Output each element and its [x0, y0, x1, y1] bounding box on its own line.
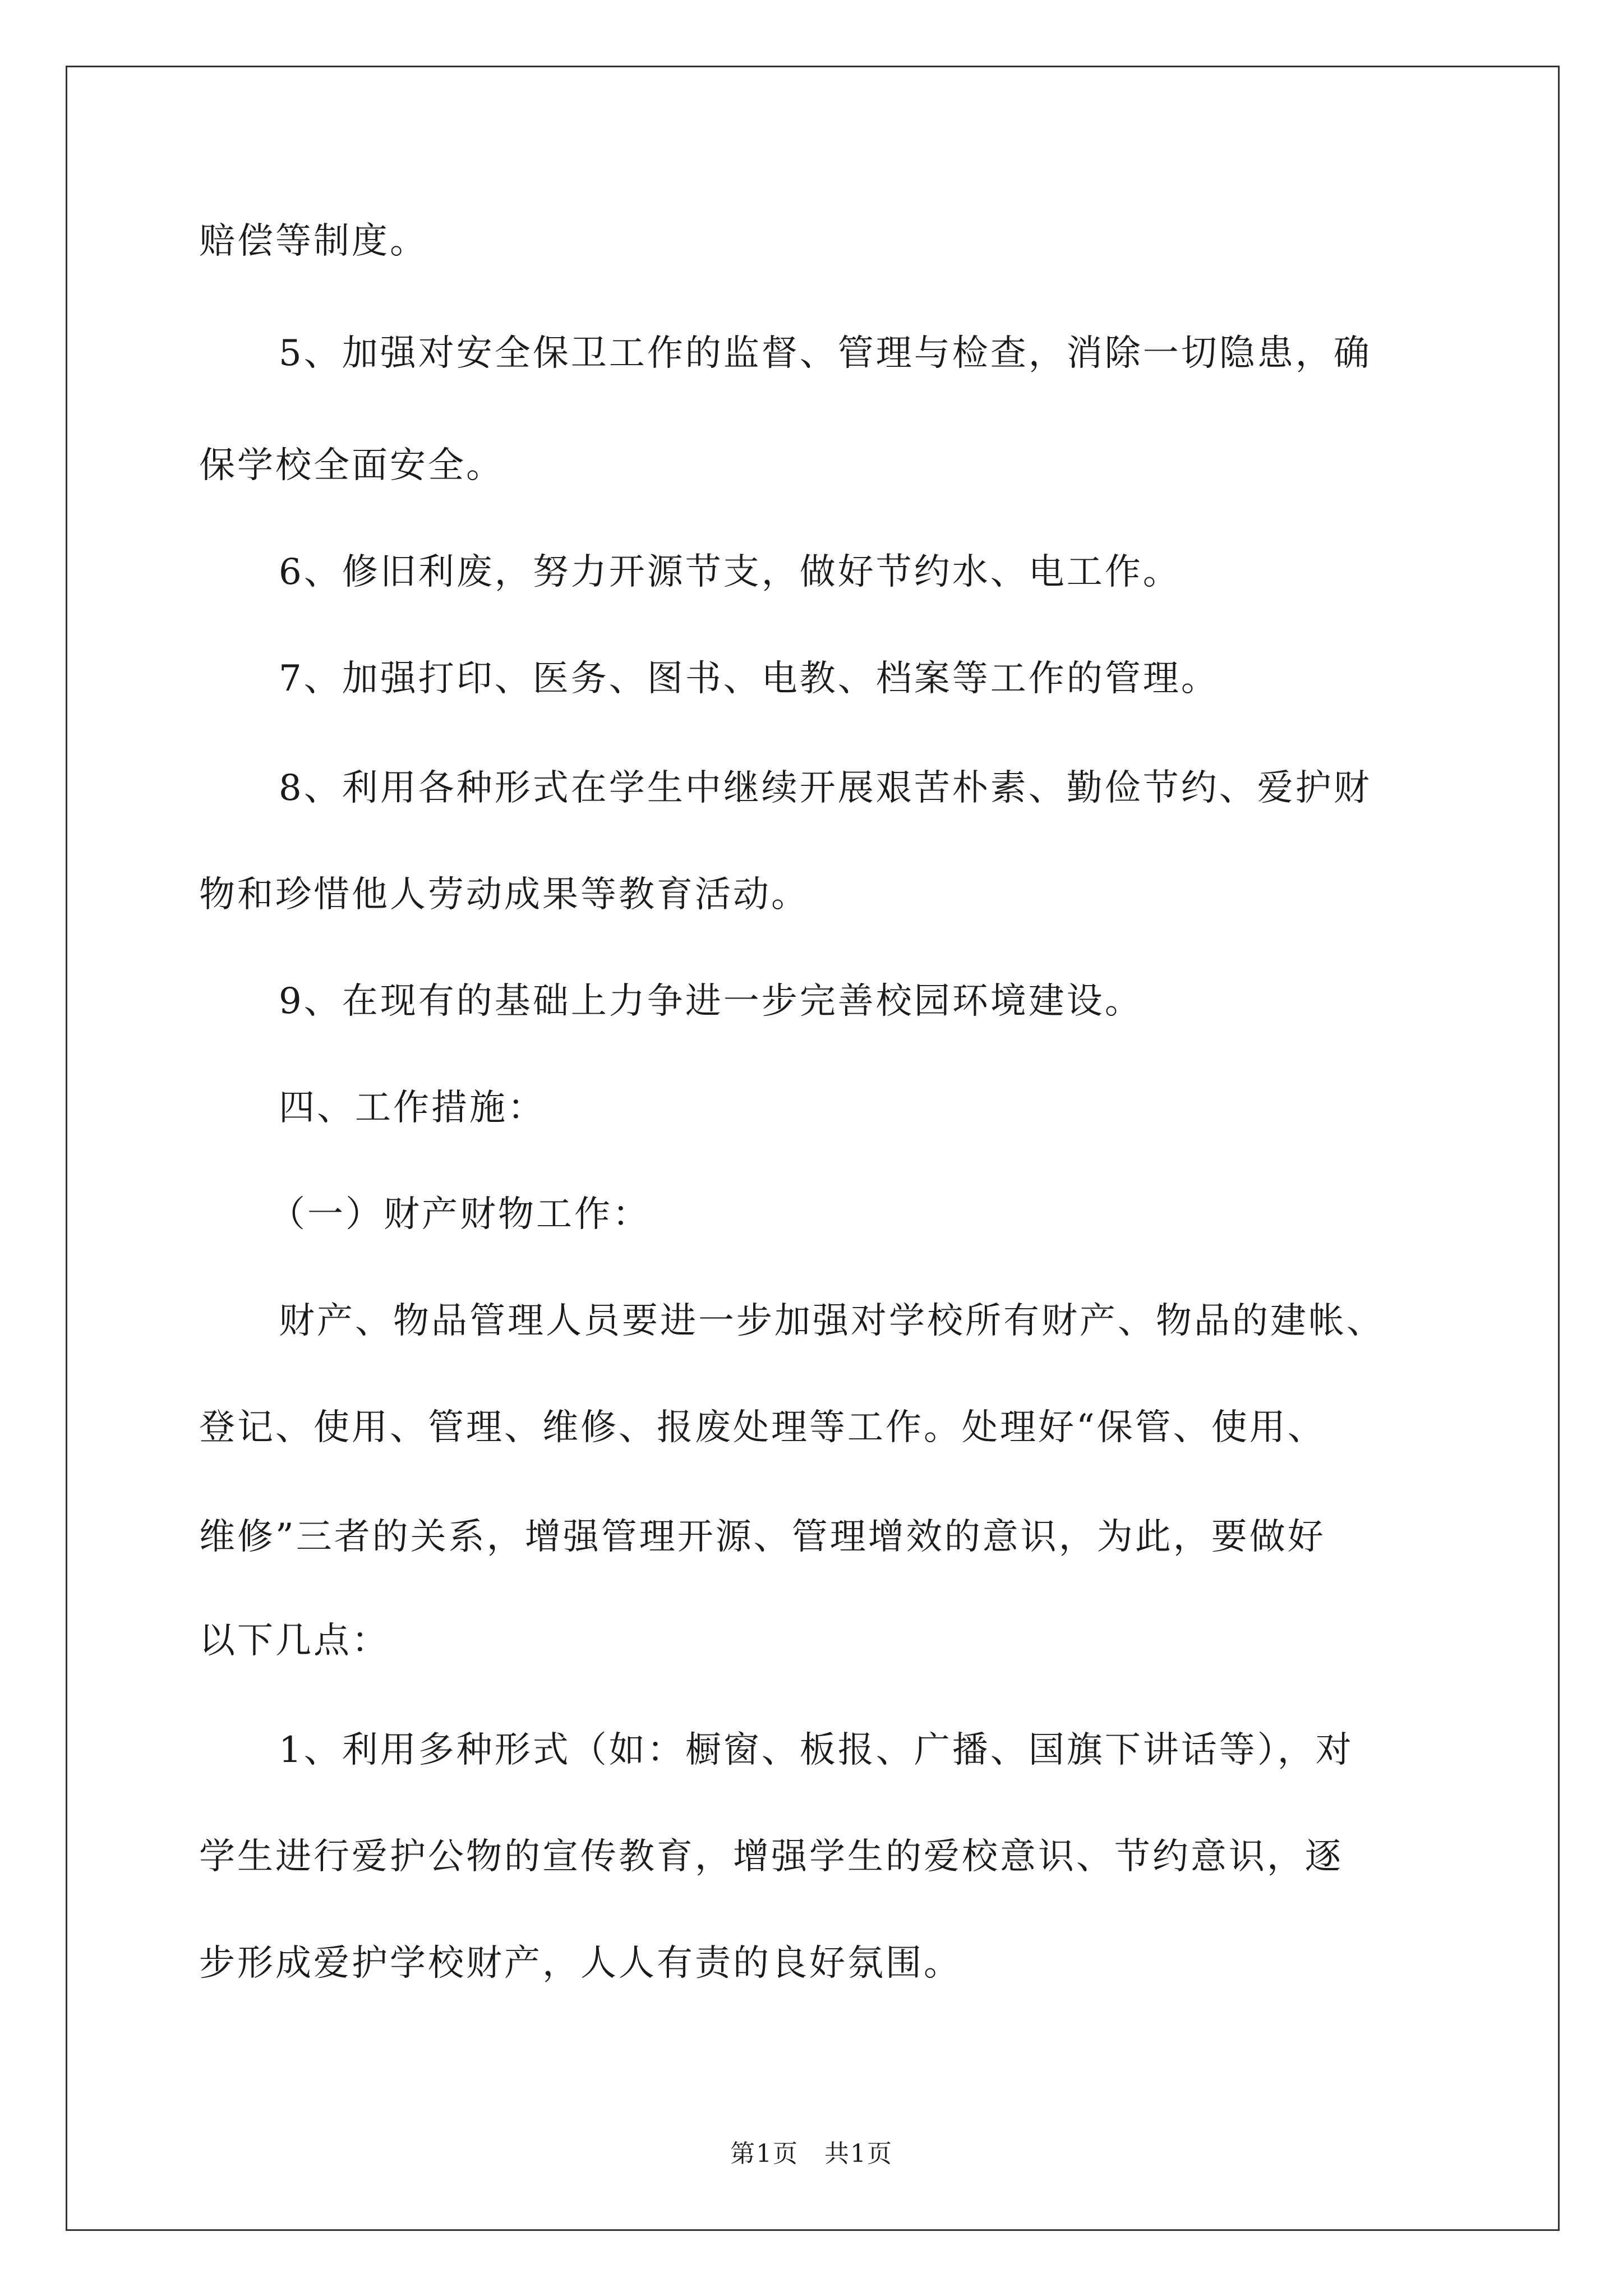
text-line: 1、利用多种形式（如：橱窗、板报、广播、国旗下讲话等），对: [279, 1729, 1354, 1771]
subsection-heading: （一）财产财物工作：: [269, 1194, 651, 1235]
text-line: 8、利用各种形式在学生中继续开展艰苦朴素、勤俭节约、爱护财: [279, 767, 1372, 809]
page-border: [66, 66, 1560, 2231]
text-line: 5、加强对安全保卫工作的监督、管理与检查，消除一切隐患，确: [279, 333, 1372, 374]
text-line: 物和珍惜他人劳动成果等教育活动。: [199, 874, 809, 915]
text-line: 6、修旧利废，努力开源节支，做好节约水、电工作。: [279, 551, 1181, 593]
text-line: 保学校全面安全。: [199, 445, 504, 486]
text-line: 以下几点：: [199, 1620, 390, 1662]
section-heading: 四、工作措施：: [279, 1087, 546, 1129]
text-line: 学生进行爱护公物的宣传教育，增强学生的爱校意识、节约意识，逐: [199, 1836, 1343, 1878]
text-line: 9、在现有的基础上力争进一步完善校园环境建设。: [279, 981, 1143, 1022]
text-line: 财产、物品管理人员要进一步加强对学校所有财产、物品的建帐、: [279, 1300, 1385, 1342]
text-line: 赔偿等制度。: [199, 220, 428, 262]
text-line: 登记、使用、管理、维修、报废处理等工作。处理好“保管、使用、: [199, 1407, 1326, 1448]
page-footer: 第1页 共1页: [730, 2139, 893, 2168]
text-line: 步形成爱护学校财产，人人有责的良好氛围。: [199, 1943, 962, 1984]
text-line: 7、加强打印、医务、图书、电教、档案等工作的管理。: [279, 658, 1219, 700]
text-line: 维修”三者的关系，增强管理开源、管理增效的意识，为此，要做好: [199, 1516, 1326, 1558]
